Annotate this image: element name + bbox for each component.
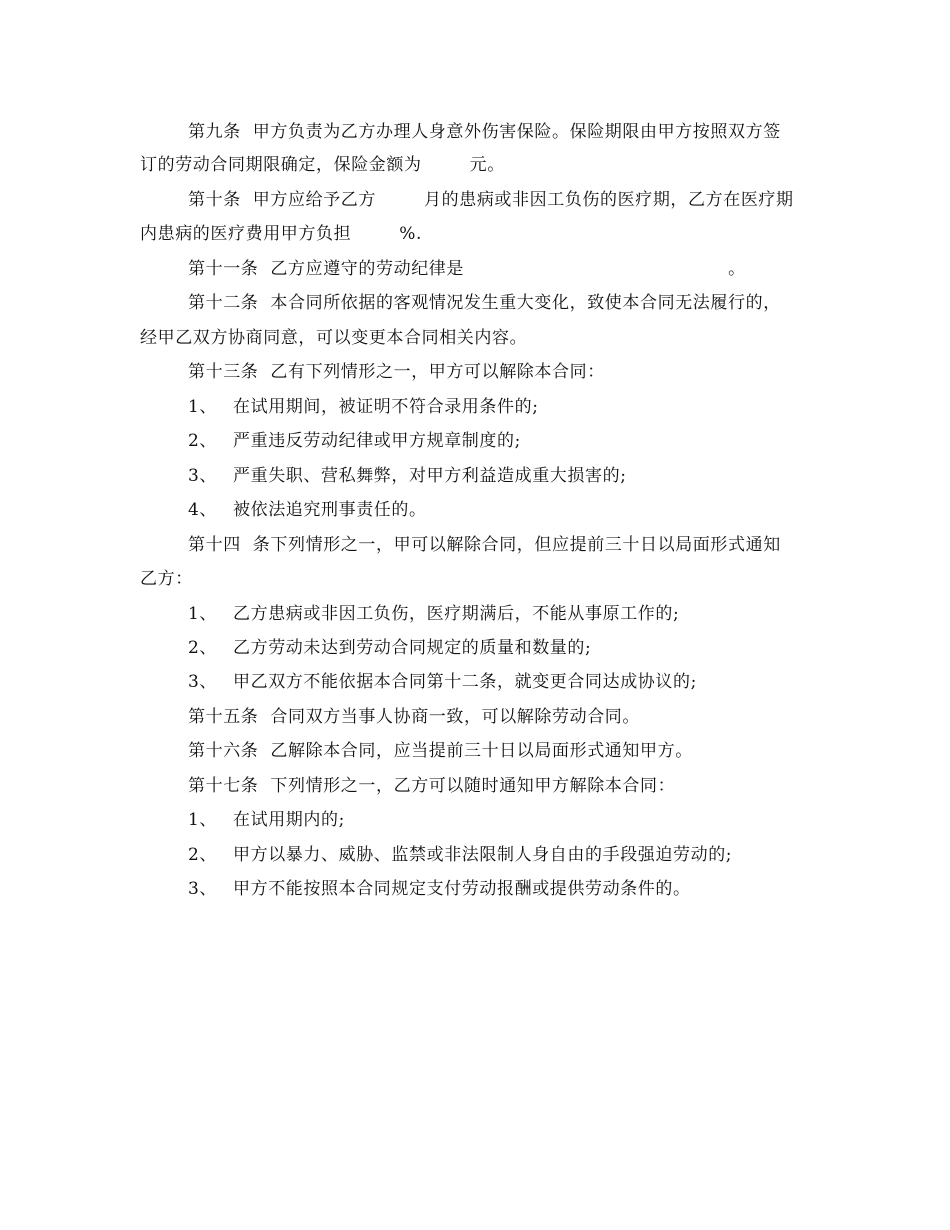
article-16: 第十六条 乙解除本合同，应当提前三十日以局面形式通知甲方。 [188, 741, 693, 761]
article-14-line-1: 第十四 条下列情形之一，甲可以解除合同，但应提前三十日以局面形式通知 [188, 535, 781, 555]
article-10-line-2: 内患病的医疗费用甲方负担 %. [140, 224, 422, 244]
article-13-item-1: 在试用期间，被证明不符合录用条件的; [233, 397, 539, 417]
article-11-line-1: 第十一条 乙方应遵守的劳动纪律是 。 [188, 259, 746, 279]
article-13-item-4: 被依法追究刑事责任的。 [233, 500, 427, 520]
article-9-line-1: 第九条 甲方负责为乙方办理人身意外伤害保险。保险期限由甲方按照双方签 [188, 122, 781, 142]
article-10-line-1: 第十条 甲方应给予乙方 月的患病或非因工负伤的医疗期，乙方在医疗期 [188, 190, 794, 210]
article-14-item-2-number: 2、 [188, 638, 218, 658]
article-17-item-2-number: 2、 [188, 845, 218, 865]
article-15: 第十五条 合同双方当事人协商一致，可以解除劳动合同。 [188, 707, 641, 727]
article-17-item-3-number: 3、 [188, 879, 218, 899]
article-13-item-3: 严重失职、营私舞弊，对甲方利益造成重大损害的; [233, 466, 627, 486]
article-14-item-1: 乙方患病或非因工负伤，医疗期满后，不能从事原工作的; [233, 604, 680, 624]
article-17-item-3: 甲方不能按照本合同规定支付劳动报酬或提供劳动条件的。 [233, 879, 691, 899]
article-14-line-2: 乙方： [140, 569, 193, 589]
article-14-item-3-number: 3、 [188, 672, 218, 692]
article-9-line-2: 订的劳动合同期限确定，保险金额为 元。 [140, 155, 505, 175]
article-12-line-1: 第十二条 本合同所依据的客观情况发生重大变化，致使本合同无法履行的， [188, 293, 781, 313]
article-13-item-2: 严重违反劳动纪律或甲方规章制度的; [233, 431, 521, 451]
article-13-item-2-number: 2、 [188, 431, 218, 451]
article-13-item-4-number: 4、 [188, 500, 218, 520]
article-12-line-2: 经甲乙双方协商同意，可以变更本合同相关内容。 [140, 328, 528, 348]
article-13-item-1-number: 1、 [188, 397, 218, 417]
article-17-item-1-number: 1、 [188, 810, 218, 830]
article-17-heading: 第十七条 下列情形之一，乙方可以随时通知甲方解除本合同： [188, 776, 676, 796]
article-17-item-2: 甲方以暴力、威胁、监禁或非法限制人身自由的手段强迫劳动的; [233, 845, 733, 865]
article-13-item-3-number: 3、 [188, 466, 218, 486]
article-14-item-2: 乙方劳动未达到劳动合同规定的质量和数量的; [233, 638, 592, 658]
article-14-item-1-number: 1、 [188, 604, 218, 624]
article-17-item-1: 在试用期内的; [233, 810, 345, 830]
article-14-item-3: 甲乙双方不能依据本合同第十二条，就变更合同达成协议的; [233, 672, 697, 692]
article-13-heading: 第十三条 乙有下列情形之一，甲方可以解除本合同： [188, 362, 605, 382]
